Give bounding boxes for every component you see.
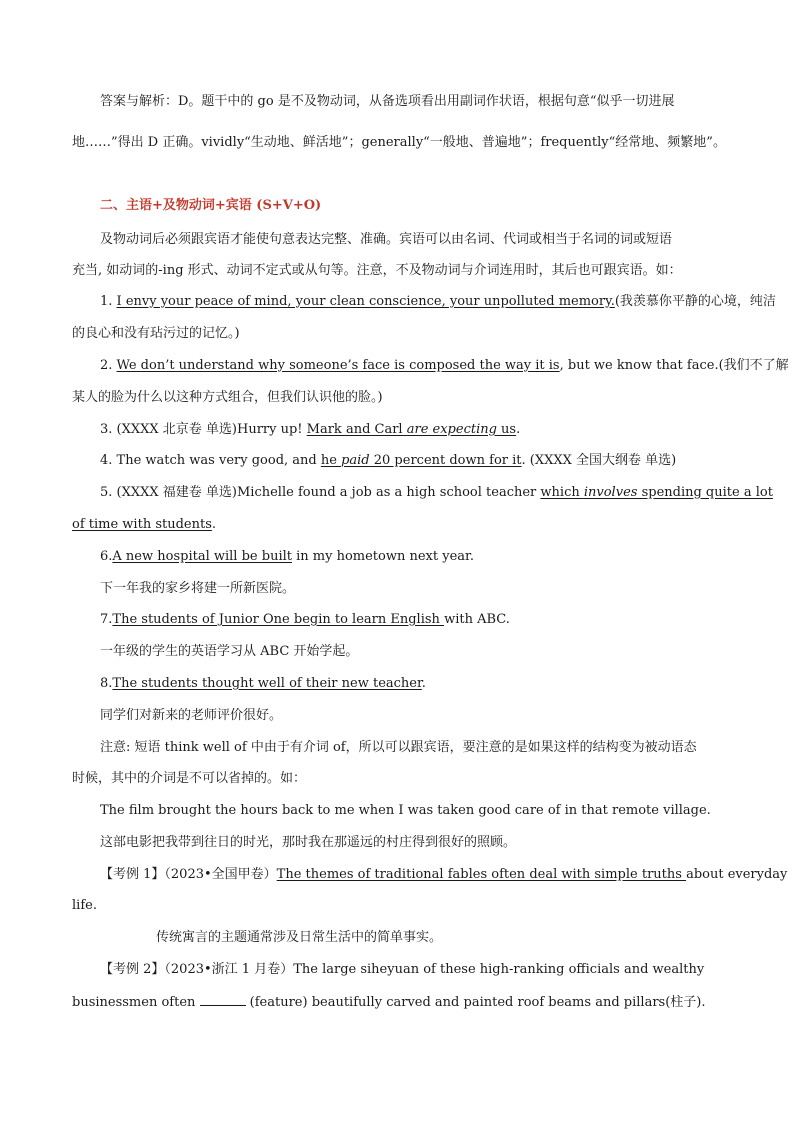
- answer-line-2: 地……”得出 D 正确。vividly“生动地、鲜活地”；generally“一般地、普遍地”；frequently“经常地、频繁地”。: [72, 135, 726, 150]
- sentence-end: .: [421, 676, 426, 691]
- sentence-text: businessmen often: [72, 995, 200, 1010]
- underlined-italic-phrase: are expecting: [406, 422, 497, 437]
- kaoli-1-continued: life.: [72, 898, 97, 913]
- sentence-end: . (XXXX 全国大纲卷 单选): [521, 453, 677, 468]
- example-1: [100, 293, 776, 311]
- example-number: 6.: [100, 549, 113, 564]
- underlined-phrase: The students of Junior One begin to learn English: [112, 612, 445, 627]
- example-number: 5.: [100, 485, 117, 500]
- example-7-translation: 一年级的学生的英语学习从 ABC 开始学起。: [100, 644, 359, 659]
- underlined-phrase: The themes of traditional fables often deal with simple truths: [276, 867, 687, 882]
- source-tag: (XXXX 北京卷 单选): [116, 422, 237, 437]
- underlined-italic-phrase: involves: [583, 485, 638, 500]
- underlined-phrase: Mark and Carl: [306, 422, 407, 437]
- intro-line-2: 充当, 如动词的-ing 形式、动词不定式或从句等。注意，不及物动词与介词连用时，其后也可跟宾语。如：: [72, 263, 682, 278]
- kaoli-1-translation: 传统寓言的主题通常涉及日常生活中的简单事实。: [156, 930, 443, 945]
- sentence-rest: about everyday: [686, 867, 788, 882]
- example-number: 2.: [100, 358, 117, 373]
- underlined-phrase: of time with students: [72, 517, 212, 532]
- note-line-2: 时候，其中的介词是不可以省掉的。如：: [72, 771, 307, 786]
- note-example-translation: 这部电影把我带到往日的时光，那时我在那遥远的村庄得到很好的照顾。: [100, 835, 517, 850]
- example-2: [100, 357, 789, 375]
- example-8: [100, 675, 750, 693]
- translation: (我们不了解: [718, 358, 789, 373]
- example-8-translation: 同学们对新来的老师评价很好。: [100, 708, 283, 723]
- underlined-phrase: The students thought well of their new teacher: [112, 676, 422, 691]
- example-4: [100, 452, 750, 470]
- kaoli-2: [100, 961, 750, 979]
- answer-blank[interactable]: [200, 993, 246, 1006]
- sentence-text: Michelle found a job as a high school teacher: [236, 485, 541, 500]
- example-number: 4.: [100, 453, 117, 468]
- underlined-phrase: We don’t understand why someone’s face is composed the way it is: [116, 358, 560, 373]
- sentence-rest: with ABC.: [444, 612, 510, 627]
- underlined-phrase: he: [320, 453, 342, 468]
- sentence-text: Hurry up!: [236, 422, 307, 437]
- example-2-translation: 某人的脸为什么以这种方式组合，但我们认识他的脸。): [72, 390, 383, 405]
- underlined-phrase: I envy your peace of mind, your clean conscience, your unpolluted memory.: [116, 294, 615, 309]
- underlined-phrase: spending quite a lot: [637, 485, 773, 500]
- kaoli-1: [100, 866, 788, 884]
- answer-line-1: 答案与解析：D。题干中的 go 是不及物动词，从备选项看出用副词作状语，根据句意“似乎一切进展: [100, 94, 675, 109]
- sentence-end: .: [211, 517, 217, 532]
- underlined-italic-phrase: paid: [341, 453, 370, 468]
- example-6: [100, 548, 750, 566]
- sentence-end: .: [516, 422, 521, 437]
- underlined-phrase: 20 percent down for it: [369, 453, 522, 468]
- sentence-text: (feature) beautifully carved and painted roof beams and pillars(柱子).: [245, 995, 706, 1010]
- example-number: 1.: [100, 294, 117, 309]
- kaoli-2-continued: [72, 993, 722, 1012]
- example-number: 8.: [100, 676, 113, 691]
- example-1-translation: 的良心和没有玷污过的记忆。): [72, 326, 240, 341]
- section-heading: 二、主语+及物动词+宾语 (S+V+O): [100, 198, 322, 213]
- example-5-continued: [72, 516, 722, 534]
- kaoli-tag: 【考例 2】: [100, 962, 165, 977]
- source-tag: （2023•全国甲卷）: [164, 867, 277, 882]
- example-7: [100, 611, 750, 629]
- example-number: 3.: [100, 422, 117, 437]
- sentence-rest: , but we know that face.: [559, 358, 719, 373]
- kaoli-tag: 【考例 1】: [100, 867, 165, 882]
- source-tag: （2023•浙江 1 月卷）: [164, 962, 294, 977]
- underlined-phrase: which: [540, 485, 584, 500]
- note-line-1: 注意: 短语 think well of 中由于有介词 of，所以可以跟宾语，要注意的是如果这样的结构变为被动语态: [100, 740, 697, 755]
- sentence-text: The large siheyuan of these high-ranking officials and wealthy: [293, 962, 705, 977]
- underlined-phrase: us: [496, 422, 517, 437]
- source-tag: (XXXX 福建卷 单选): [116, 485, 237, 500]
- example-6-translation: 下一年我的家乡将建一所新医院。: [100, 581, 296, 596]
- underlined-phrase: A new hospital will be built: [112, 549, 292, 564]
- intro-line-1: 及物动词后必须跟宾语才能使句意表达完整、准确。宾语可以由名词、代词或相当于名词的词或短语: [100, 232, 673, 247]
- sentence-rest: in my hometown next year.: [291, 549, 474, 564]
- sentence-text: The watch was very good, and: [116, 453, 321, 468]
- example-5: [100, 484, 773, 502]
- example-3: [100, 421, 750, 439]
- example-number: 7.: [100, 612, 113, 627]
- translation: (我羡慕你平静的心境，纯洁: [614, 294, 776, 309]
- note-example: The film brought the hours back to me when I was taken good care of in that remote village.: [100, 803, 711, 818]
